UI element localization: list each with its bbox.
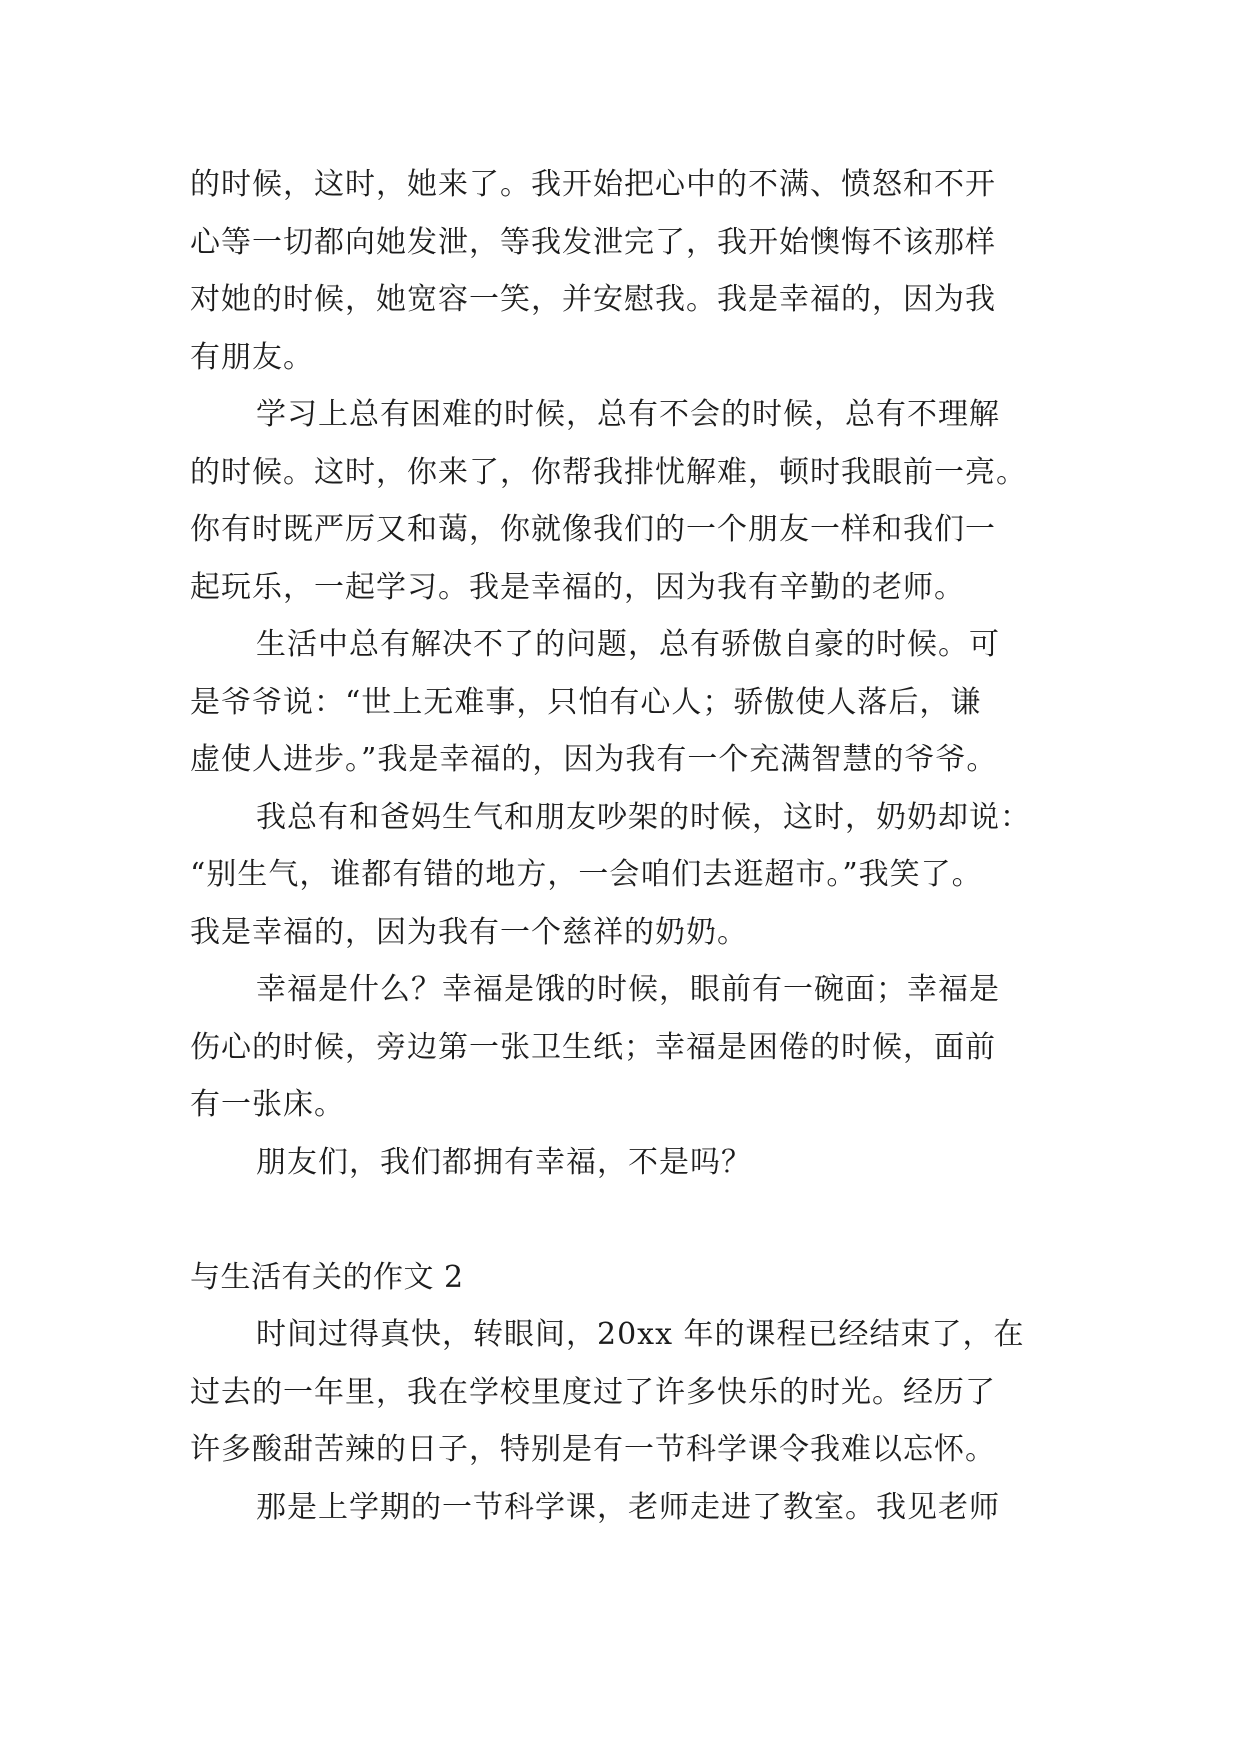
text-line: 时间过得真快，转眼间，20xx 年的课程已经结束了，在 [256, 1317, 1025, 1352]
text-line: 虚使人进步。”我是幸福的，因为我有一个充满智慧的爷爷。 [190, 742, 998, 777]
document-body [190, 156, 1065, 1536]
paragraph [190, 156, 1065, 386]
text-line: 学习上总有困难的时候，总有不会的时候，总有不理解 [256, 397, 1000, 432]
paragraph [190, 1479, 1065, 1537]
text-line: 的时候。这时，你来了，你帮我排忧解难，顿时我眼前一亮。 [190, 454, 1027, 490]
text-line: 幸福是什么？幸福是饿的时候，眼前有一碗面；幸福是 [256, 972, 1000, 1007]
section-title: 与生活有关的作文 2 [190, 1259, 464, 1295]
text-line: 许多酸甜苦辣的日子，特别是有一节科学课令我难以忘怀。 [190, 1432, 996, 1467]
paragraph [190, 386, 1065, 616]
text-line: 的时候，这时，她来了。我开始把心中的不满、愤怒和不开 [190, 167, 996, 202]
text-line: 朋友们，我们都拥有幸福，不是吗？ [256, 1144, 752, 1180]
section-spacer [190, 1191, 1065, 1249]
text-line: 对她的时候，她宽容一笑，并安慰我。我是幸福的，因为我 [190, 282, 996, 317]
text-line: 是爷爷说：“世上无难事，只怕有心人；骄傲使人落后，谦 [190, 684, 982, 720]
text-line: 我是幸福的，因为我有一个慈祥的奶奶。 [190, 914, 748, 950]
paragraph [190, 1134, 1065, 1192]
text-line: 起玩乐，一起学习。我是幸福的，因为我有辛勤的老师。 [190, 569, 965, 605]
text-line: “别生气，谁都有错的地方，一会咱们去逛超市。”我笑了。 [190, 857, 983, 892]
text-line: 生活中总有解决不了的问题，总有骄傲自豪的时候。可 [256, 627, 1000, 662]
text-line: 你有时既严厉又和蔼，你就像我们的一个朋友一样和我们一 [190, 512, 996, 547]
text-line: 有朋友。 [190, 339, 314, 375]
paragraph [190, 961, 1065, 1134]
text-line: 那是上学期的一节科学课，老师走进了教室。我见老师 [256, 1489, 1000, 1525]
text-line: 有一张床。 [190, 1087, 345, 1122]
text-line: 我总有和爸妈生气和朋友吵架的时候，这时，奶奶却说： [256, 799, 1031, 835]
text-line: 伤心的时候，旁边第一张卫生纸；幸福是困倦的时候，面前 [190, 1029, 996, 1065]
paragraph [190, 1306, 1065, 1479]
paragraph [190, 789, 1065, 962]
paragraph [190, 616, 1065, 789]
text-line: 过去的一年里，我在学校里度过了许多快乐的时光。经历了 [190, 1374, 996, 1410]
text-line: 心等一切都向她发泄，等我发泄完了，我开始懊悔不该那样 [190, 224, 996, 260]
